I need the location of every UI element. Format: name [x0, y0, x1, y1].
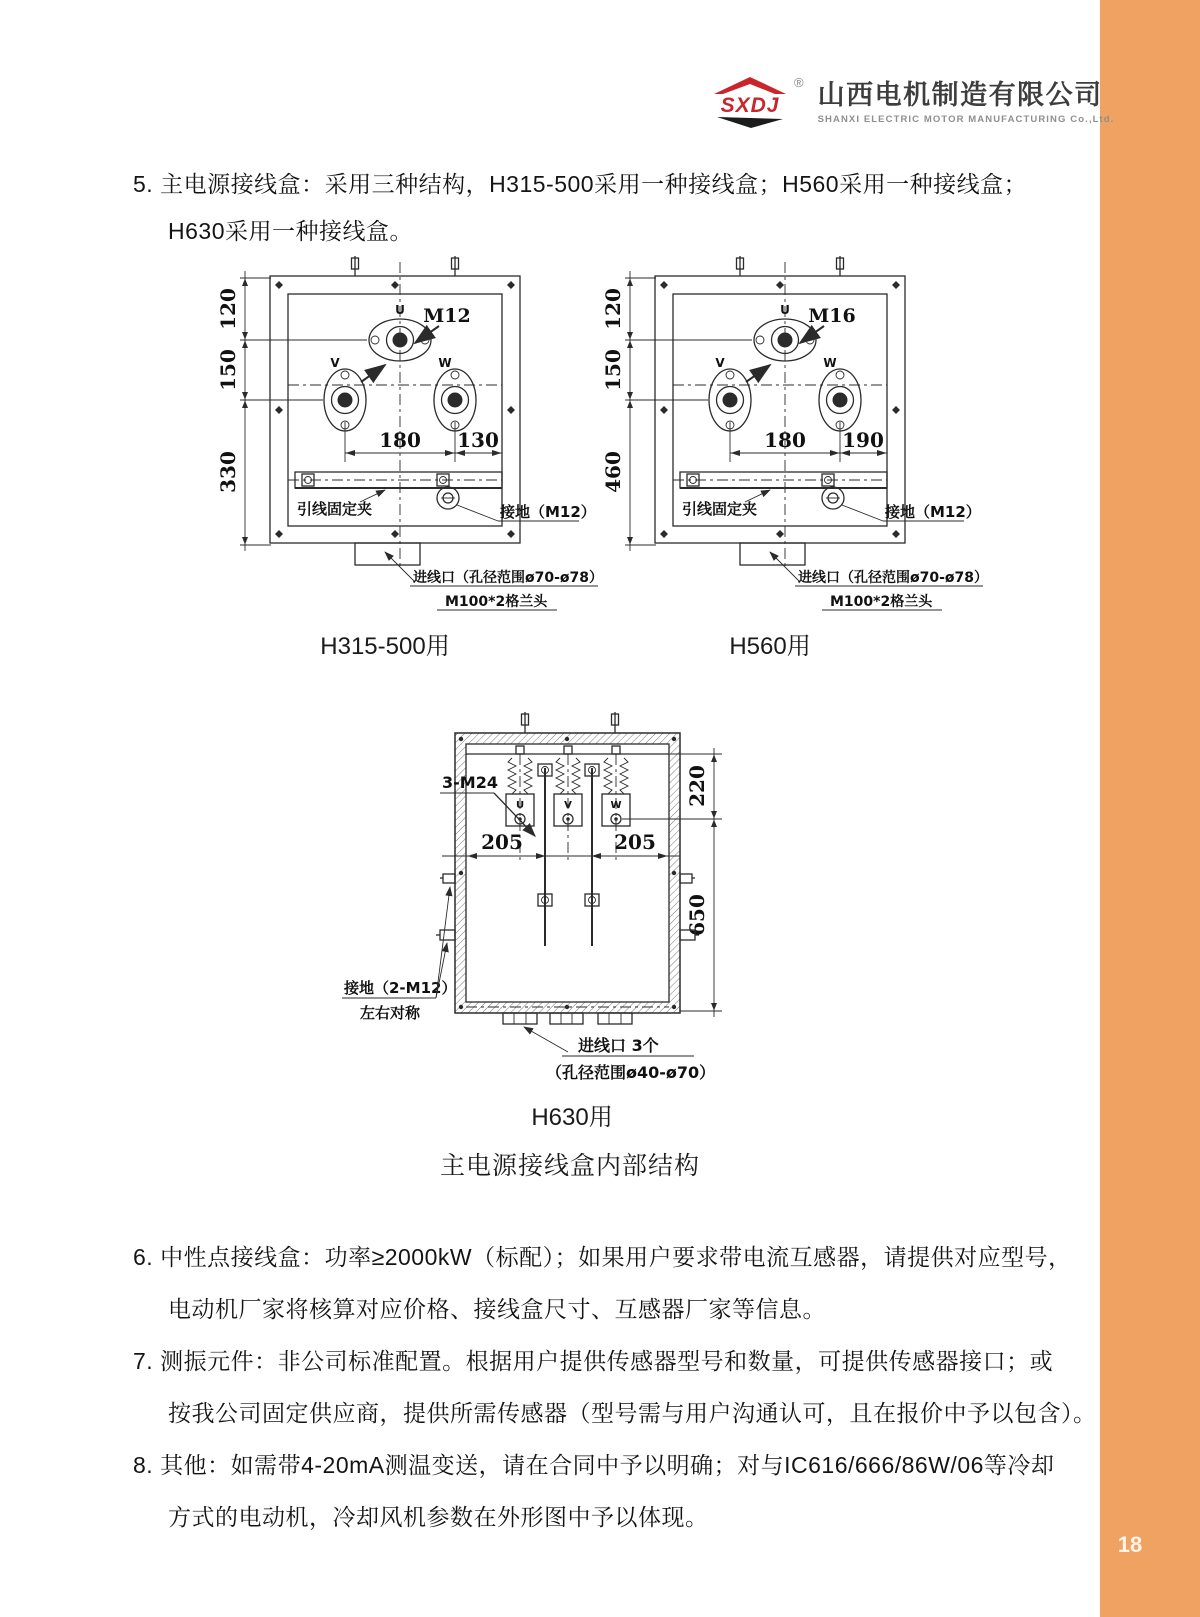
inlet-label-2: M100*2格兰头	[445, 594, 548, 610]
ground-label-2: 左右对称	[360, 1004, 421, 1022]
dim-label-150: 150	[601, 349, 625, 391]
inlet-label-2: （孔径范围ø40-ø70）	[546, 1063, 716, 1082]
ground-label-1: 接地（2-M12）	[344, 979, 457, 997]
company-header	[710, 76, 1114, 128]
ground-bolt	[437, 487, 459, 509]
terminal-w	[819, 369, 861, 431]
dim-label-220: 220	[685, 765, 709, 807]
ground-bolt	[822, 487, 844, 509]
terminal-v-label: V	[330, 356, 340, 370]
note-7-line-1: 7. 测振元件：非公司标准配置。根据用户提供传感器型号和数量，可提供传感器接口；或	[133, 1348, 1054, 1374]
note-5-line-2: H630采用一种接线盒。	[168, 218, 413, 244]
inlet-label-1: 进线口（孔径范围ø70-ø78）	[798, 570, 989, 586]
top-pins	[352, 256, 459, 276]
ground-label: 接地（M12）	[885, 503, 981, 521]
dim-label-150: 150	[216, 349, 240, 391]
terminal-u-label: U	[395, 303, 405, 317]
dim-label-460: 460	[601, 451, 625, 493]
bolt-size-label: 3-M24	[442, 773, 498, 792]
box-inner-panel	[673, 294, 887, 526]
box-inner-panel	[288, 294, 502, 526]
bolt-size-label: M16	[808, 305, 856, 327]
dim-label-205-right: 205	[614, 830, 656, 854]
dim-label-190: 190	[842, 428, 884, 452]
clamp-label: 引线固定夹	[297, 500, 373, 518]
dim-label-650: 650	[685, 894, 709, 936]
note-5-line-1: 5. 主电源接线盒：采用三种结构，H315-500采用一种接线盒；H560采用一种接线盒；	[133, 171, 1028, 197]
top-pins	[737, 256, 844, 276]
bushing-w-label: W	[610, 800, 622, 811]
inlet-label-1: 进线口（孔径范围ø70-ø78）	[413, 570, 604, 586]
terminal-v-label: V	[715, 356, 725, 370]
page-number: 18	[1117, 1532, 1143, 1557]
registered-mark: ®	[794, 75, 804, 90]
diagram-h630	[330, 698, 750, 1143]
top-pins	[522, 712, 619, 733]
diagram-h315-500	[205, 250, 605, 670]
terminal-w-label: W	[438, 356, 452, 370]
company-name-cn: 山西电机制造有限公司	[817, 80, 1103, 110]
note-7-line-2: 按我公司固定供应商，提供所需传感器（型号需与用户沟通认可，且在报价中予以包含）。	[168, 1400, 1097, 1426]
note-8-line-1: 8. 其他：如需带4-20mA测温变送，请在合同中予以明确；对与IC616/666/86W/06等冷却	[133, 1452, 1055, 1478]
dim-label-205-left: 205	[481, 830, 523, 854]
company-name-en: SHANXI ELECTRIC MOTOR MANUFACTURING Co.,Ltd.	[817, 114, 1115, 125]
dim-label-120: 120	[601, 288, 625, 330]
dim-label-120: 120	[216, 288, 240, 330]
dim-label-180: 180	[379, 428, 421, 452]
dim-label-130: 130	[457, 428, 499, 452]
diagram-caption: H560用	[729, 633, 811, 660]
bolt-size-label: M12	[423, 305, 471, 327]
dim-label-330: 330	[216, 451, 240, 493]
note-6-line-1: 6. 中性点接线盒：功率≥2000kW（标配）；如果用户要求带电流互感器，请提供对应型号，	[133, 1244, 1072, 1270]
diagram-h560	[590, 250, 990, 670]
clamp-label: 引线固定夹	[682, 500, 758, 518]
note-6-line-2: 电动机厂家将核算对应价格、接线盒尺寸、互感器厂家等信息。	[168, 1296, 826, 1322]
sxdj-logo-icon	[710, 76, 790, 128]
diagram-caption: H315-500用	[320, 633, 450, 660]
accent-strip	[1100, 0, 1200, 1617]
logo-text: SXDJ	[720, 94, 780, 117]
note-8-line-2: 方式的电动机，冷却风机参数在外形图中予以体现。	[168, 1504, 709, 1530]
ground-label: 接地（M12）	[500, 503, 596, 521]
inlet-label-1: 进线口 3个	[578, 1036, 659, 1055]
figure-title: 主电源接线盒内部结构	[439, 1152, 700, 1180]
terminal-v	[324, 369, 366, 431]
terminal-w-label: W	[823, 356, 837, 370]
bushing-u-label: U	[515, 800, 525, 811]
company-names	[818, 82, 1115, 125]
diagram-caption: H630用	[531, 1104, 613, 1131]
terminal-v	[709, 369, 751, 431]
bushing-v-label: V	[564, 800, 572, 811]
terminal-w	[434, 369, 476, 431]
terminal-u-label: U	[780, 303, 790, 317]
dim-label-180: 180	[764, 428, 806, 452]
inlet-label-2: M100*2格兰头	[830, 594, 933, 610]
